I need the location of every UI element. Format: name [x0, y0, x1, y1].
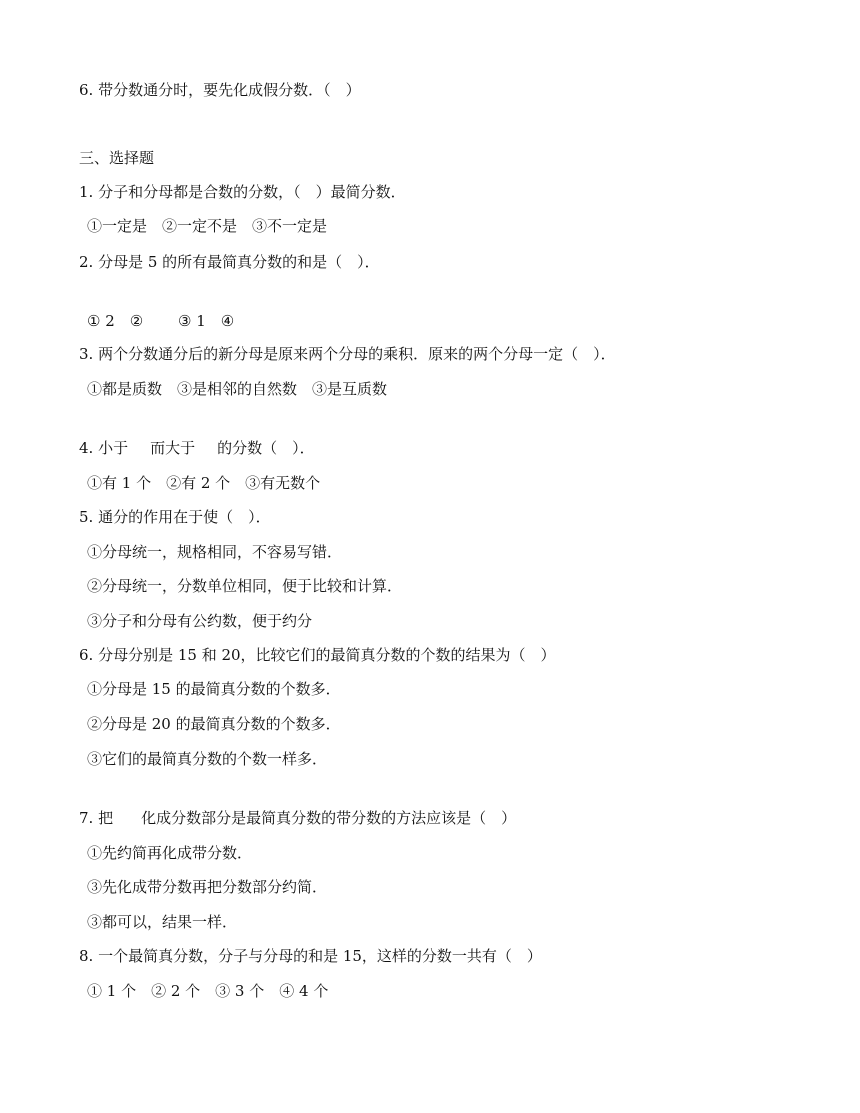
question-2-options: ① 2 ② ③ 1 ④: [87, 312, 235, 330]
question-4-part-2: 而大于: [150, 439, 196, 457]
question-7: [79, 807, 516, 829]
question-4-options: ①有 1 个 ②有 2 个 ③有无数个: [87, 474, 321, 492]
question-8-options: ① 1 个 ② 2 个 ③ 3 个 ④ 4 个: [87, 982, 329, 1000]
judgement-item-6: 6. 带分数通分时，要先化成假分数．（ ）: [79, 81, 361, 99]
question-7-option-3: ③都可以，结果一样．: [87, 913, 238, 931]
question-4: [79, 437, 315, 459]
question-3-options: ①都是质数 ③是相邻的自然数 ③是互质数: [87, 380, 388, 398]
question-7-option-2: ③先化成带分数再把分数部分约简．: [87, 878, 328, 896]
question-1-options: ①一定是 ②一定不是 ③不一定是: [87, 217, 328, 235]
question-8: 8. 一个最简真分数，分子与分母的和是 15，这样的分数一共有（ ）: [79, 947, 542, 965]
question-5-option-1: ①分母统一，规格相同，不容易写错．: [87, 543, 343, 561]
question-2: 2. 分母是 5 的所有最简真分数的和是（ ）．: [79, 253, 380, 271]
section-heading-choice: 三、选择题: [79, 149, 155, 167]
question-6-option-2: ②分母是 20 的最简真分数的个数多．: [87, 715, 341, 733]
question-1: 1. 分子和分母都是合数的分数，（ ）最简分数．: [79, 183, 406, 201]
question-7-option-1: ①先约简再化成带分数．: [87, 844, 253, 862]
question-6: 6. 分母分别是 15 和 20，比较它们的最简真分数的个数的结果为（ ）: [79, 646, 556, 664]
question-4-part-3: 的分数（ ）．: [217, 439, 315, 457]
question-3: 3. 两个分数通分后的新分母是原来两个分母的乘积．原来的两个分母一定（ ）．: [79, 345, 616, 363]
question-6-option-1: ①分母是 15 的最简真分数的个数多．: [87, 680, 341, 698]
question-4-part-1: 4. 小于: [79, 439, 129, 457]
question-6-option-3: ③它们的最简真分数的个数一样多．: [87, 750, 328, 768]
question-5-option-3: ③分子和分母有公约数，便于约分: [87, 612, 313, 630]
question-7-part-1: 7. 把: [79, 809, 114, 827]
question-7-part-2: 化成分数部分是最简真分数的带分数的方法应该是（ ）: [141, 809, 517, 827]
question-5-option-2: ②分母统一，分数单位相同，便于比较和计算．: [87, 577, 403, 595]
question-5: 5. 通分的作用在于使（ ）．: [79, 508, 271, 526]
